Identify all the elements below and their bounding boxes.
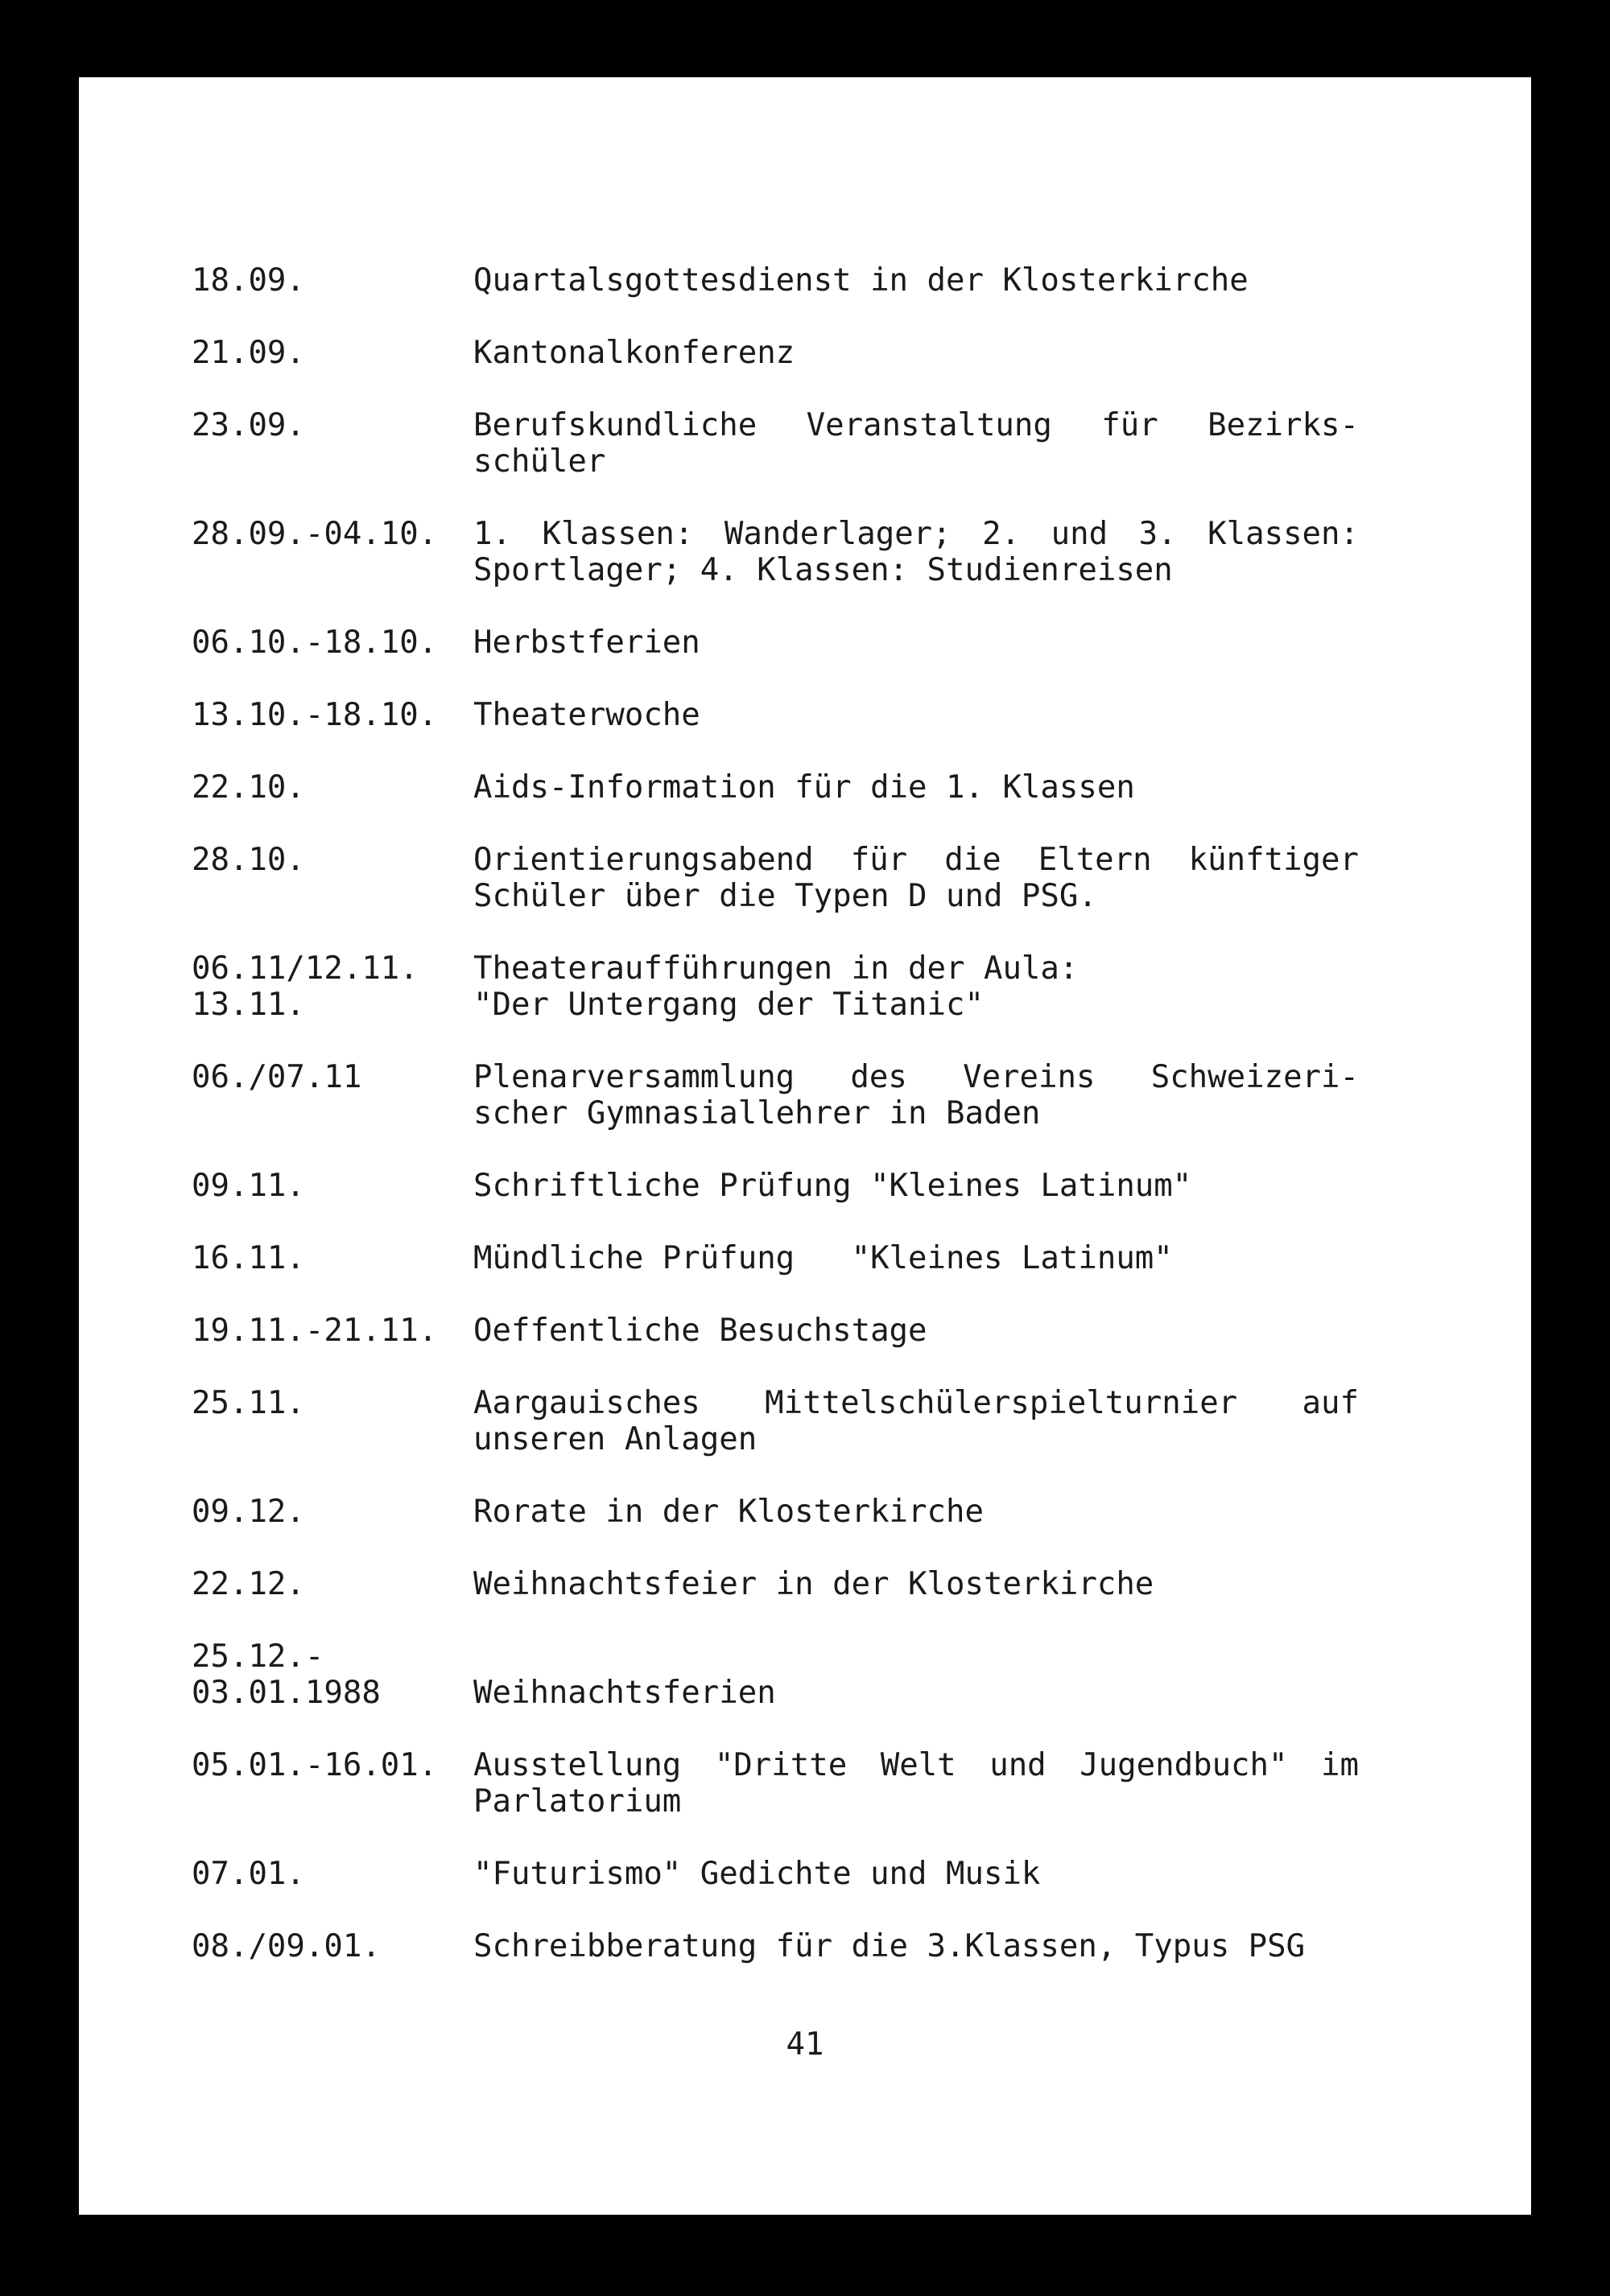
entry-date-second-line: 03.01.1988 (192, 1675, 381, 1711)
entry-date: 23.09. (192, 407, 305, 443)
entry-date: 09.11. (192, 1168, 305, 1204)
entry-date: 07.01. (192, 1856, 305, 1892)
entry-date: 06./07.11 (192, 1059, 362, 1095)
entry-date-second-line: 13.11. (192, 987, 305, 1023)
entry-text: Weihnachtsferien (473, 1675, 776, 1711)
entry-text: Weihnachtsfeier in der Klosterkirche (473, 1566, 1154, 1602)
entry-date: 22.12. (192, 1566, 305, 1602)
entry-date: 19.11.-21.11. (192, 1313, 438, 1349)
entry-date: 13.10.-18.10. (192, 697, 438, 733)
entry-date: 18.09. (192, 262, 305, 299)
entry-text: Rorate in der Klosterkirche (473, 1494, 984, 1530)
entry-text: Plenarversammlung des Vereins Schweizeri- scher Gymnasiallehrer in Baden (473, 1059, 1359, 1132)
entry-text: Kantonalkonferenz (473, 335, 795, 371)
entry-text: Herbstferien (473, 624, 700, 661)
document-page (79, 77, 1531, 2215)
entry-date: 25.11. (192, 1385, 305, 1421)
entry-date: 16.11. (192, 1240, 305, 1276)
entry-text: "Futurismo" Gedichte und Musik (473, 1856, 1041, 1892)
entry-date: 06.11/12.11. (192, 950, 419, 987)
entry-text: Aids-Information für die 1. Klassen (473, 769, 1135, 806)
entry-text: Schreibberatung für die 3.Klassen, Typus PSG (473, 1928, 1306, 1964)
entry-text: Ausstellung "Dritte Welt und Jugendbuch" im Parlatorium (473, 1747, 1359, 1820)
entry-date: 09.12. (192, 1494, 305, 1530)
entry-text: Schriftliche Prüfung "Kleines Latinum" (473, 1168, 1192, 1204)
entry-date: 28.10. (192, 842, 305, 878)
entry-text: Orientierungsabend für die Eltern künftiger Schüler über die Typen D und PSG. (473, 842, 1359, 914)
entry-date: 22.10. (192, 769, 305, 806)
entry-text: Mündliche Prüfung "Kleines Latinum" (473, 1240, 1173, 1276)
page-number: 41 (786, 2026, 824, 2063)
entry-text: Oeffentliche Besuchstage (473, 1313, 927, 1349)
entry-date: 28.09.-04.10. (192, 516, 438, 552)
entry-text: Aargauisches Mittelschülerspielturnier auf unseren Anlagen (473, 1385, 1359, 1457)
entry-text: Theateraufführungen in der Aula: "Der Untergang der Titanic" (473, 950, 1079, 1023)
entry-date: 08./09.01. (192, 1928, 381, 1964)
entry-date: 21.09. (192, 335, 305, 371)
entry-text: Berufskundliche Veranstaltung für Bezirks- schüler (473, 407, 1359, 480)
entry-date: 05.01.-16.01. (192, 1747, 438, 1783)
entry-date: 25.12.- (192, 1639, 324, 1675)
entry-text: 1. Klassen: Wanderlager; 2. und 3. Klassen: Sportlager; 4. Klassen: Studienreisen (473, 516, 1359, 588)
entry-text: Quartalsgottesdienst in der Klosterkirche (473, 262, 1249, 299)
entry-date: 06.10.-18.10. (192, 624, 438, 661)
entry-text: Theaterwoche (473, 697, 700, 733)
